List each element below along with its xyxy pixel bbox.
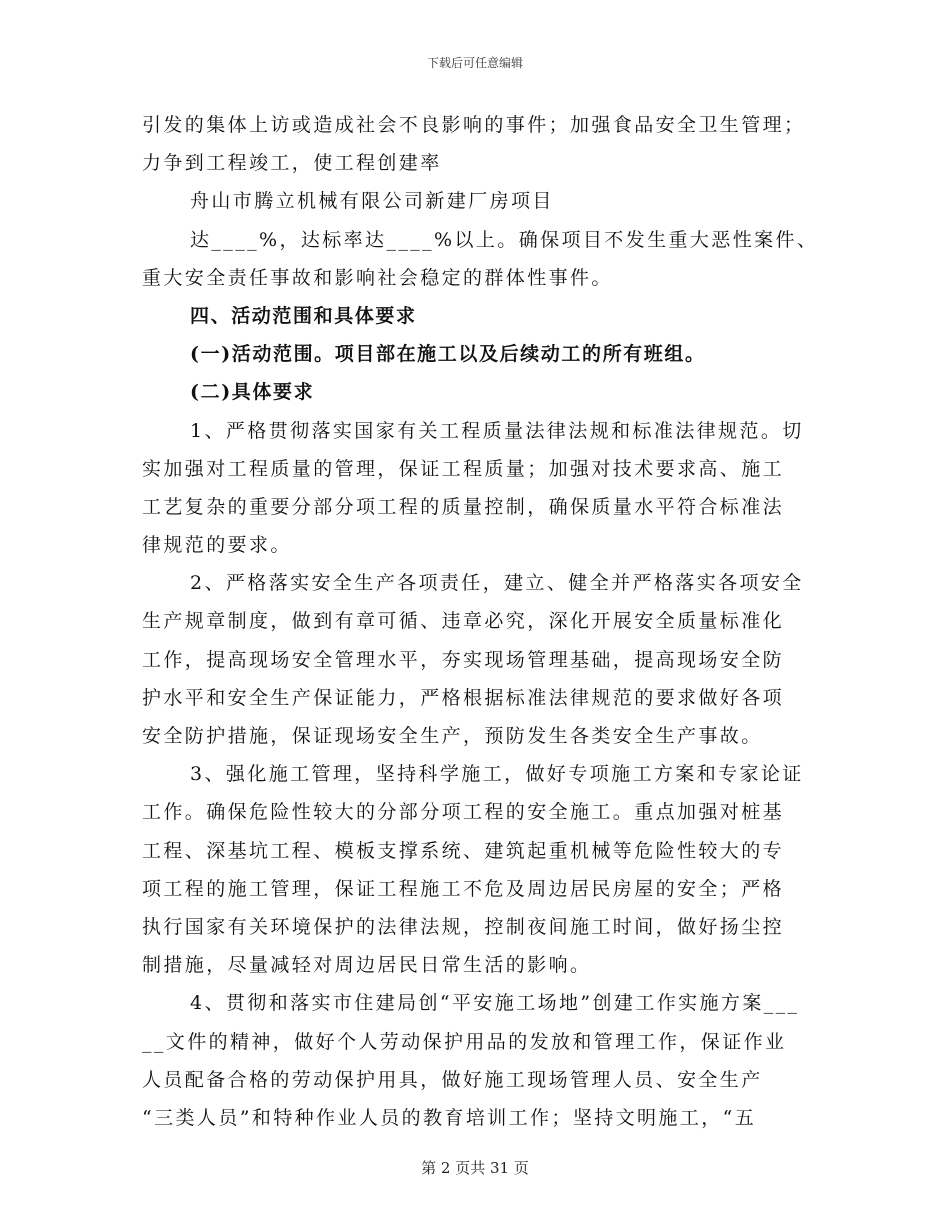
body-line-2: 力争到工程竣工，使工程创建率: [142, 152, 442, 175]
item-3-line-6: 制措施，尽量减轻对周边居民日常生活的影响。: [142, 954, 592, 977]
item-4-line-1: 4、贯彻和落实市住建局创“平安施工场地”创建工作实施方案___: [190, 992, 800, 1015]
item-2-line-1: 2、严格落实安全生产各项责任，建立、健全并严格落实各项安全: [190, 572, 804, 595]
item-3-line-3: 工程、深基坑工程、模板支撑系统、建筑起重机械等危险性较大的专: [142, 839, 785, 862]
subsection-heading-one: (一)活动范围。项目部在施工以及后续动工的所有班组。: [190, 343, 706, 366]
item-3-line-1: 3、强化施工管理，坚持科学施工，做好专项施工方案和专家论证: [190, 763, 804, 786]
item-2-line-3: 工作，提高现场安全管理水平，夯实现场管理基础，提高现场安全防: [142, 648, 785, 671]
body-line-1: 引发的集体上访或造成社会不良影响的事件；加强食品安全卫生管理；: [142, 114, 806, 136]
item-1-line-1: 1、严格贯彻落实国家有关工程质量法律法规和标准法律规范。切: [190, 419, 804, 442]
document-body: [142, 106, 819, 1137]
item-1-line-3: 工艺复杂的重要分部分项工程的质量控制，确保质量水平符合标准法: [142, 495, 785, 518]
item-2-line-5: 安全防护措施，保证现场安全生产，预防发生各类安全生产事故。: [142, 725, 763, 747]
subsection-heading-two: (二)具体要求: [190, 381, 315, 404]
item-2-line-4: 护水平和安全生产保证能力，严格根据标准法律规范的要求做好各项: [142, 686, 785, 709]
item-3-line-4: 项工程的施工管理，保证工程施工不危及周边居民房屋的安全；严格: [142, 877, 785, 900]
item-4-line-3: 人员配备合格的劳动保护用具，做好施工现场管理人员、安全生产: [142, 1068, 763, 1091]
body-line-5: 重大安全责任事故和影响社会稳定的群体性事件。: [142, 266, 613, 289]
item-4-line-4: “三类人员”和特种作业人员的教育培训工作；坚持文明施工，“五: [142, 1106, 757, 1129]
body-line-4: 达____%，达标率达____%以上。确保项目不发生重大恶性案件、: [190, 228, 819, 251]
page-footer: 第 2 页共 31 页: [421, 1159, 529, 1177]
item-4-line-2: __文件的精神，做好个人劳动保护用品的发放和管理工作，保证作业: [142, 1030, 787, 1053]
project-name-line: 舟山市腾立机械有限公司新建厂房项目: [190, 190, 554, 213]
section-heading-four: 四、活动范围和具体要求: [190, 304, 417, 327]
item-3-line-5: 执行国家有关环境保护的法律法规，控制夜间施工时间，做好扬尘控: [142, 915, 785, 938]
item-2-line-2: 生产规章制度，做到有章可循、违章必究，深化开展安全质量标准化: [142, 610, 785, 633]
item-1-line-2: 实加强对工程质量的管理，保证工程质量；加强对技术要求高、施工: [142, 457, 785, 480]
item-1-line-4: 律规范的要求。: [142, 534, 292, 557]
item-3-line-2: 工作。确保危险性较大的分部分项工程的安全施工。重点加强对桩基: [142, 801, 785, 824]
page-header: 下载后可任意编辑: [426, 56, 523, 70]
